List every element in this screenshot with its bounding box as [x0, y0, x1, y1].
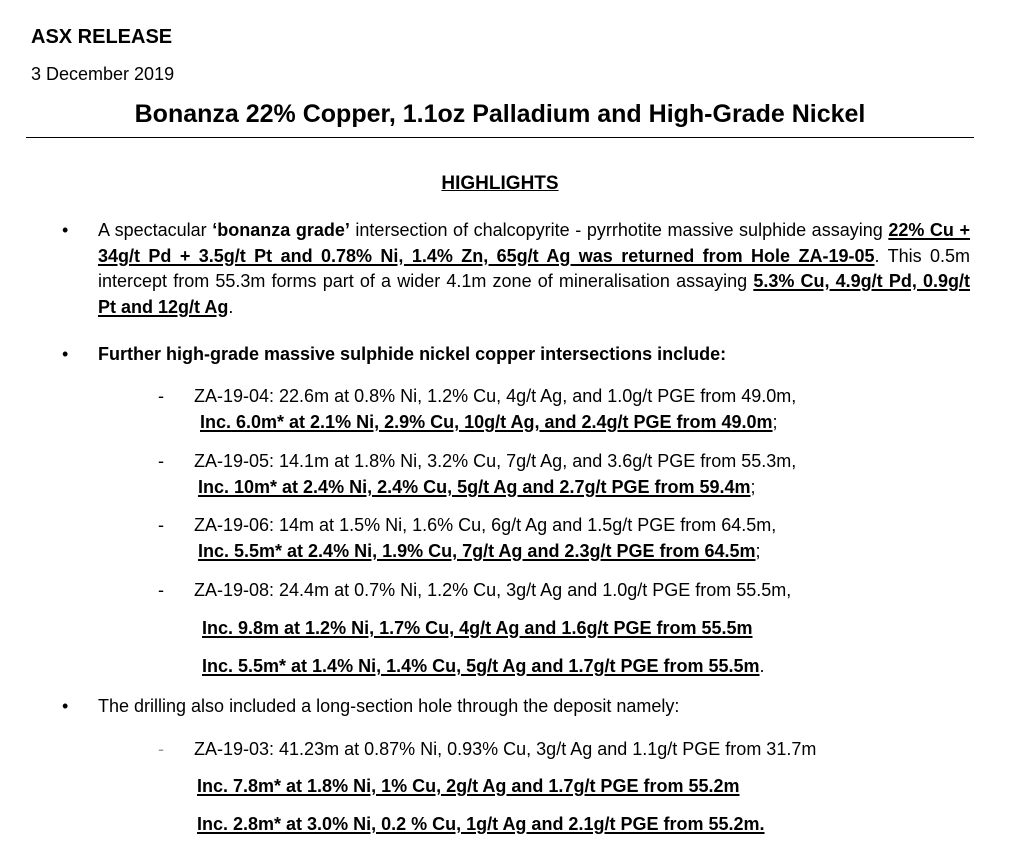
- hole-za-19-08: ZA-19-08: 24.4m at 0.7% Ni, 1.2% Cu, 3g/t Ag and 1.0g/t PGE from 55.5m,: [194, 580, 792, 600]
- bullet-3-text: The drilling also included a long-section hole through the deposit namely:: [98, 696, 680, 716]
- dash-icon: -: [158, 386, 164, 406]
- intercept-za-19-08-b: Inc. 5.5m* at 1.4% Ni, 1.4% Cu, 5g/t Ag and 1.7g/t PGE from 55.5m.: [202, 656, 765, 676]
- bullet-2-text: Further high-grade massive sulphide nickel copper intersections include:: [98, 344, 727, 364]
- highlights-heading: HIGHLIGHTS: [441, 173, 559, 194]
- title-divider: [26, 137, 974, 138]
- hole-za-19-04: ZA-19-04: 22.6m at 0.8% Ni, 1.2% Cu, 4g/t Ag, and 1.0g/t PGE from 49.0m,: [194, 386, 797, 406]
- hole-za-19-05: ZA-19-05: 14.1m at 1.8% Ni, 3.2% Cu, 7g/t Ag, and 3.6g/t PGE from 55.3m,: [194, 451, 797, 471]
- hole-za-19-06: ZA-19-06: 14m at 1.5% Ni, 1.6% Cu, 6g/t Ag and 1.5g/t PGE from 64.5m,: [194, 515, 777, 535]
- dash-icon: -: [158, 580, 164, 600]
- dash-icon: -: [158, 451, 164, 471]
- bullet-icon: •: [62, 344, 69, 364]
- release-label: ASX RELEASE: [31, 26, 173, 48]
- intercept-za-19-03-b: Inc. 2.8m* at 3.0% Ni, 0.2 % Cu, 1g/t Ag and 2.1g/t PGE from 55.2m.: [197, 814, 765, 834]
- bullet-icon: •: [62, 696, 69, 716]
- bullet-icon: •: [62, 220, 69, 240]
- dash-icon: -: [158, 515, 164, 535]
- hole-za-19-03: ZA-19-03: 41.23m at 0.87% Ni, 0.93% Cu, 3g/t Ag and 1.1g/t PGE from 31.7m: [194, 739, 817, 759]
- intercept-za-19-05: Inc. 10m* at 2.4% Ni, 2.4% Cu, 5g/t Ag and 2.7g/t PGE from 59.4m;: [198, 477, 756, 497]
- release-date: 3 December 2019: [31, 64, 175, 84]
- page-title: Bonanza 22% Copper, 1.1oz Palladium and High-Grade Nickel: [134, 100, 866, 128]
- dash-icon: -: [158, 739, 164, 759]
- bullet-1-text: A spectacular ‘bonanza grade’ intersection of chalcopyrite - pyrrhotite massive sulphide assaying 22% Cu + 34g/t Pd + 3.5g/t Pt and 0.78% Ni, 1.4% Zn, 65g/t Ag was returned from Hole ZA-19-05. This 0.5m intercept from 55.3m forms part of a wider 4.1m zone of mineralisation assaying 5.3% Cu, 4.9g/t Pd, 0.9g/t Pt and 12g/t Ag.: [98, 220, 971, 317]
- intercept-za-19-03-a: Inc. 7.8m* at 1.8% Ni, 1% Cu, 2g/t Ag and 1.7g/t PGE from 55.2m: [197, 776, 740, 796]
- intercept-za-19-08-a: Inc. 9.8m at 1.2% Ni, 1.7% Cu, 4g/t Ag and 1.6g/t PGE from 55.5m: [202, 618, 753, 638]
- intercept-za-19-04: Inc. 6.0m* at 2.1% Ni, 2.9% Cu, 10g/t Ag, and 2.4g/t PGE from 49.0m;: [200, 412, 778, 432]
- intercept-za-19-06: Inc. 5.5m* at 2.4% Ni, 1.9% Cu, 7g/t Ag and 2.3g/t PGE from 64.5m;: [198, 541, 761, 561]
